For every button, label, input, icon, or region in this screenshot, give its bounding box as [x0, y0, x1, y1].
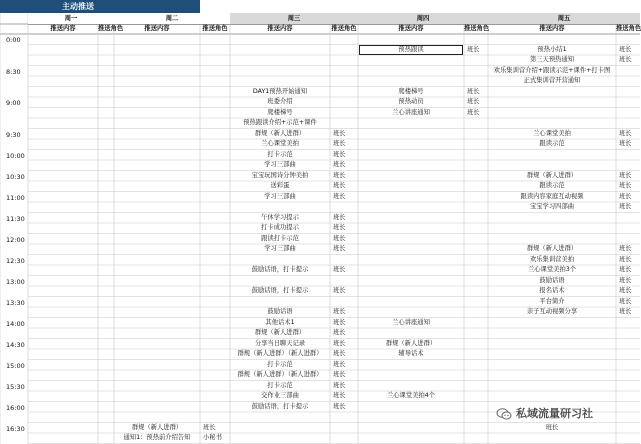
role-cell: 班长	[619, 308, 632, 315]
day-header-tue: 周二	[114, 13, 230, 25]
content-cell: 打卡示范	[267, 150, 293, 158]
role-cell: 班长	[467, 87, 480, 95]
content-cell: 群规（新人进群）	[254, 329, 306, 336]
content-cell: 跟读内容家庭互动视频	[520, 192, 584, 200]
section-title: 主动推送	[0, 0, 200, 13]
content-cell: DAY1预热开始通知	[252, 87, 308, 95]
time-label: 9:30	[6, 130, 21, 139]
time-label: 14:30	[6, 340, 25, 349]
role-cell: 班长	[333, 339, 346, 347]
role-cell: 班长	[619, 140, 632, 147]
role-cell: 班长	[333, 129, 346, 137]
col-header-content: 推送内容	[398, 25, 424, 32]
role-cell: 班长	[619, 266, 632, 273]
content-cell: 鼓励话语	[539, 276, 565, 284]
content-cell: 爬楼梯号	[267, 108, 293, 116]
role-cell: 班长	[333, 360, 346, 368]
content-cell: 预热动员	[398, 98, 424, 105]
role-cell: 班长	[333, 350, 346, 357]
content-cell: 打卡成功提示	[261, 224, 299, 231]
content-cell: 群规（新人进群）（新人进群）	[237, 350, 323, 357]
content-cell: 跟读示范	[539, 140, 565, 147]
content-cell: 学习三部曲	[264, 192, 296, 200]
content-cell: 群规（新人进群）	[385, 339, 437, 347]
content-cell: 学习三部曲	[264, 245, 296, 252]
content-cell: 跟读打卡示范	[261, 234, 299, 242]
role-cell: 班长	[619, 287, 632, 294]
role-cell: 班长	[619, 255, 632, 263]
time-label: 0:00	[6, 36, 21, 44]
role-cell: 班长	[333, 402, 346, 410]
wechat-icon	[496, 406, 512, 422]
content-cell: 宝宝学习四部曲	[529, 203, 575, 210]
role-cell: 班长	[619, 297, 632, 305]
content-cell: 送彩蛋	[270, 182, 290, 189]
day-header-wed: 周三	[230, 13, 358, 25]
content-cell: 预热小结1	[537, 45, 567, 53]
time-label: 11:00	[6, 193, 25, 202]
content-cell: 第三天预热通知	[529, 56, 575, 63]
role-cell: 班长	[333, 171, 346, 179]
day-header-thu: 周四	[358, 13, 488, 25]
role-cell: 班长	[333, 371, 346, 378]
content-cell: 兰心课堂美拍4个	[386, 392, 436, 399]
content-cell: 兰心课堂美拍	[261, 140, 299, 147]
content-cell: 打卡示范	[267, 360, 293, 368]
content-cell: 学习三部曲	[264, 161, 296, 168]
day-header-fri: 周五	[488, 13, 640, 25]
watermark-text: 私域流量研习社	[516, 407, 593, 420]
time-label: 14:00	[6, 319, 25, 328]
role-cell: 班长	[333, 150, 346, 158]
content-cell: 兰心讲座通知	[392, 318, 430, 326]
role-cell: 班长	[619, 182, 632, 189]
time-label: 9:00	[6, 99, 21, 107]
role-cell: 班长	[333, 245, 346, 252]
content-cell: 鼓励话语，打卡提示	[251, 266, 309, 273]
role-cell: 班长	[333, 381, 346, 389]
role-cell: 班长	[203, 423, 216, 431]
col-header-content: 推送内容	[539, 25, 565, 32]
role-cell: 班长	[333, 329, 346, 336]
role-cell: 班长	[333, 308, 346, 315]
role-cell: 班长	[333, 182, 346, 189]
content-cell: 群规（新人进群）	[526, 171, 578, 179]
content-cell: 群规（新人进群）（新人进群）	[237, 371, 323, 378]
content-cell: 预热跟读	[359, 45, 463, 56]
content-cell: 群规（新人进群）	[526, 245, 578, 252]
time-label: 12:30	[6, 256, 25, 265]
role-cell: 班长	[619, 203, 632, 210]
col-header-role: 推送角色	[98, 25, 124, 32]
col-header-role: 推送角色	[616, 25, 641, 32]
time-label: 16:00	[6, 403, 25, 412]
time-label: 10:00	[6, 151, 25, 160]
content-cell: 兰心课堂美拍3个	[527, 266, 577, 273]
content-cell: 报名话术	[539, 287, 565, 294]
content-cell: 预热跟读介绍+示范+课件	[243, 119, 317, 126]
content-cell: 打卡示范	[267, 381, 293, 389]
col-header-role: 推送角色	[331, 25, 357, 32]
content-cell: 正式集训营开营通知	[523, 77, 581, 84]
role-cell: 班长	[619, 56, 632, 63]
watermark	[496, 402, 636, 426]
role-cell: 班长	[333, 287, 346, 294]
content-cell: 交作业三部曲	[261, 392, 299, 399]
time-label: 11:30	[6, 214, 25, 223]
role-cell: 班长	[333, 392, 346, 399]
content-cell: 亲子互动视频分享	[526, 308, 578, 315]
col-header-content: 推送内容	[50, 25, 76, 32]
content-cell: 群规（新人进群）	[131, 423, 183, 431]
day-header-mon: 周一	[28, 13, 114, 25]
role-cell: 班长	[333, 318, 346, 326]
content-cell: 欢乐集训营美拍	[529, 255, 575, 263]
col-header-content: 推送内容	[144, 25, 170, 32]
time-label: 16:30	[6, 424, 25, 433]
time-label: 10:30	[6, 172, 25, 181]
content-cell: 爬楼梯号	[398, 87, 424, 95]
content-cell: 分享当日聊天记录	[254, 339, 306, 347]
content-cell: 兰心讲座通知	[392, 108, 430, 116]
role-cell: 小秘书	[203, 434, 222, 441]
role-cell: 班长	[619, 276, 632, 284]
role-cell: 班长	[333, 266, 346, 273]
role-cell: 班长	[619, 45, 632, 53]
content-cell: 兰心课堂美拍	[533, 129, 571, 137]
content-cell: 午休学习提示	[261, 213, 299, 221]
role-cell: 班长	[333, 234, 346, 242]
role-cell: 班长	[467, 98, 480, 105]
content-cell: 欢乐集训营介绍+跟读示范+课件+打卡图	[493, 66, 611, 74]
content-cell: 通知1：预热前介绍告知	[123, 434, 191, 441]
time-label: 13:00	[6, 277, 25, 286]
role-cell: 班长	[333, 192, 346, 200]
content-cell: 群规（新人进群）	[254, 129, 306, 137]
role-cell: 班长	[467, 108, 480, 116]
time-label: 15:30	[6, 382, 25, 391]
content-cell: 宝宝玩国诗分钟美拍	[251, 171, 309, 179]
col-header-role: 推送角色	[202, 25, 228, 32]
content-cell: 班长	[545, 423, 559, 431]
time-label: 12:00	[6, 235, 25, 244]
col-header-content: 推送内容	[267, 25, 293, 32]
role-cell: 班长	[619, 245, 632, 252]
content-cell: 其他话术1	[265, 318, 295, 326]
content-cell: 跟读示范	[539, 182, 565, 189]
role-cell: 班长	[467, 45, 480, 53]
content-cell: 鼓励话语，打卡提示	[251, 287, 309, 294]
role-cell: 班长	[333, 140, 346, 147]
content-cell: 班委介绍	[267, 98, 293, 105]
role-cell: 班长	[333, 224, 346, 231]
role-cell: 班长	[619, 171, 632, 179]
role-cell: 班长	[619, 129, 632, 137]
col-header-role: 推送角色	[464, 25, 490, 32]
time-label: 8:30	[6, 67, 21, 76]
time-label: 13:30	[6, 298, 25, 307]
time-label: 15:00	[6, 361, 25, 370]
role-cell: 班长	[333, 213, 346, 221]
role-cell: 班长	[619, 192, 632, 200]
content-cell: 平台简介	[539, 297, 565, 305]
role-cell: 班长	[333, 161, 346, 168]
content-cell: 鼓励话语	[267, 308, 293, 315]
content-cell: 鼓励话语，打卡提示	[251, 402, 309, 410]
content-cell: 辅导话术	[398, 350, 424, 357]
